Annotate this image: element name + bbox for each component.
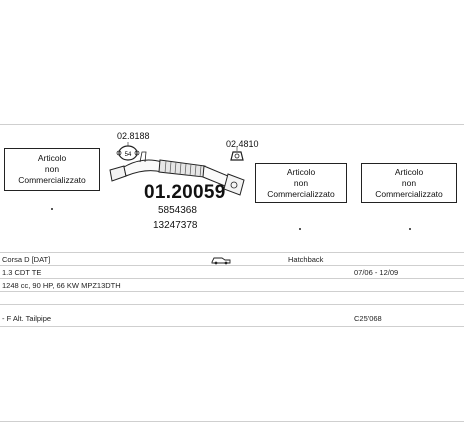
row-separator	[0, 278, 464, 279]
row-separator	[0, 326, 464, 327]
box-line-1: Articolo	[286, 166, 316, 177]
svg-text:54: 54	[124, 152, 132, 158]
row-separator	[0, 291, 464, 292]
gasket-left-icon	[117, 142, 139, 160]
engine-spec: 1248 cc, 90 HP, 66 KW MPZ13DTH	[2, 281, 121, 290]
engine-name: 1.3 CDT TE	[2, 268, 42, 277]
body-type: Hatchback	[288, 255, 324, 264]
position-dot	[299, 228, 301, 230]
oem-code-1: 5854368	[158, 205, 197, 216]
box-line-2: non	[293, 177, 309, 188]
main-part-code: 01.20059	[144, 182, 226, 203]
gasket-left-code: 02.8188	[117, 131, 150, 141]
row-separator	[0, 304, 464, 305]
box-line-2: non	[44, 164, 60, 174]
row-separator	[0, 265, 464, 266]
box-line-3: Commercializzato	[267, 188, 335, 199]
box-line-3: Commercializzato	[375, 188, 443, 199]
box-line-2: non	[401, 177, 417, 188]
box-line-1: Articolo	[394, 166, 424, 177]
line-description: - F Alt. Tailpipe	[2, 314, 52, 323]
oem-code-2: 13247378	[153, 220, 198, 231]
box-line-3: Commercializzato	[18, 175, 86, 185]
box-line-1: Articolo	[37, 153, 67, 163]
line-code: C25'068	[354, 314, 382, 323]
position-dot	[409, 228, 411, 230]
production-dates: 07/06 - 12/09	[354, 268, 399, 277]
gasket-right-code: 02.4810	[226, 139, 259, 149]
row-separator	[0, 252, 464, 253]
bottom-separator	[0, 421, 464, 422]
vehicle-model: Corsa D [DAT]	[2, 255, 51, 264]
not-available-box-right	[361, 163, 457, 203]
not-available-box-middle	[255, 163, 347, 203]
car-icon	[210, 255, 232, 265]
